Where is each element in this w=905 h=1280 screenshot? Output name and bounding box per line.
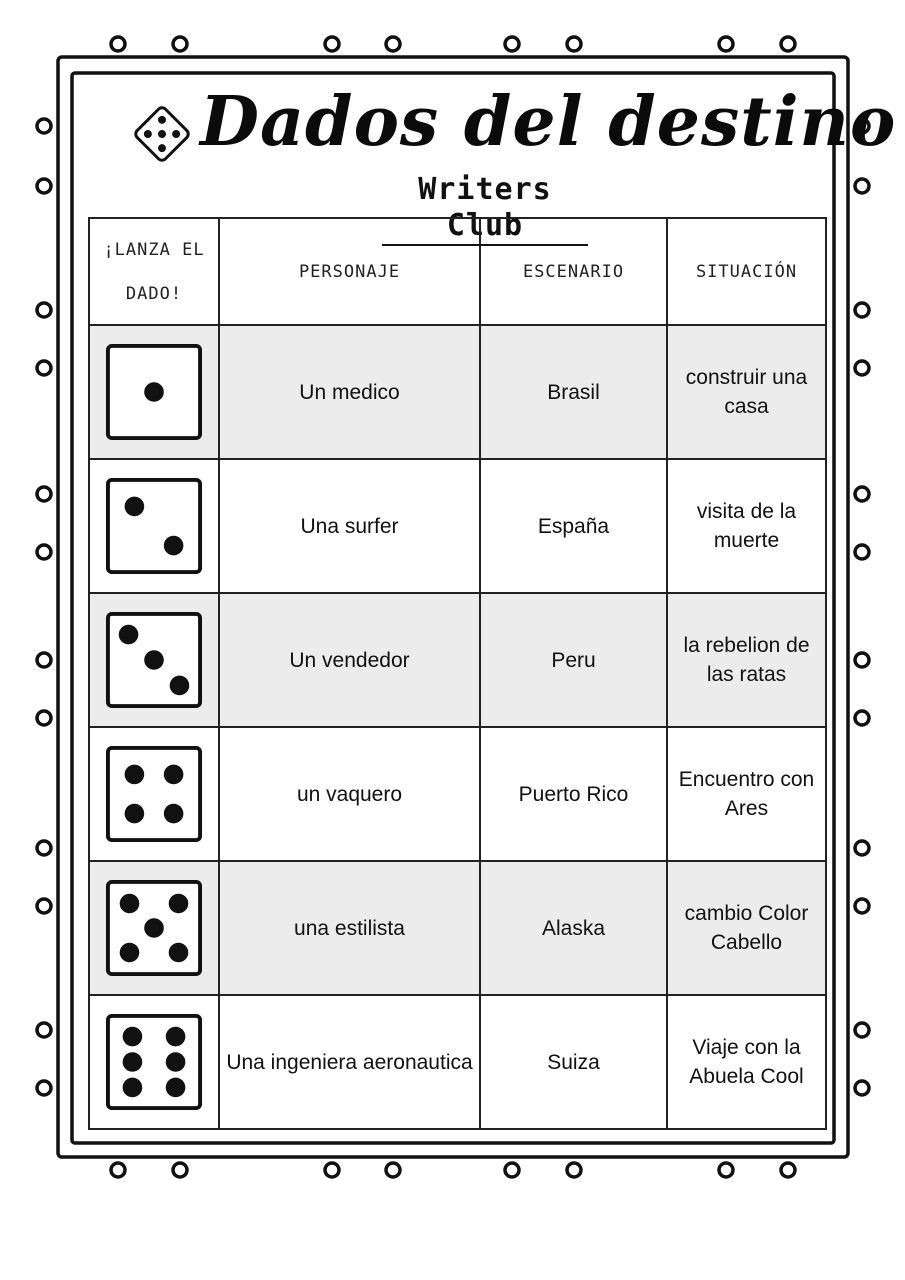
- die-cell: [89, 727, 219, 861]
- die-cell: [89, 593, 219, 727]
- escenario-cell: Brasil: [480, 325, 667, 459]
- escenario-cell: Peru: [480, 593, 667, 727]
- die-face-3-icon: [105, 611, 203, 709]
- personaje-cell: Una surfer: [219, 459, 480, 593]
- table-row: [89, 593, 826, 727]
- situacion-cell: construir una casa: [667, 325, 826, 459]
- border-loop: [855, 653, 869, 667]
- border-loop: [386, 1163, 400, 1177]
- border-loop: [37, 841, 51, 855]
- situacion-cell: Viaje con la Abuela Cool: [667, 995, 826, 1129]
- situacion-cell: visita de la muerte: [667, 459, 826, 593]
- column-header-situacion: SITUACIÓN: [667, 218, 826, 325]
- border-loop: [855, 899, 869, 913]
- border-loop: [111, 37, 125, 51]
- situacion-cell: Encuentro con Ares: [667, 727, 826, 861]
- die-cell: [89, 459, 219, 593]
- page-subtitle: Writers Club: [382, 172, 588, 246]
- personaje-cell: un vaquero: [219, 727, 480, 861]
- table-row: [89, 459, 826, 593]
- personaje-cell: una estilista: [219, 861, 480, 995]
- border-loop: [505, 1163, 519, 1177]
- escenario-cell: Alaska: [480, 861, 667, 995]
- escenario-cell: Puerto Rico: [480, 727, 667, 861]
- column-header-escenario: ESCENARIO: [480, 218, 667, 325]
- border-loop: [855, 303, 869, 317]
- border-loop: [37, 545, 51, 559]
- border-loop: [567, 1163, 581, 1177]
- die-cell: [89, 325, 219, 459]
- border-loop: [719, 37, 733, 51]
- table-row: [89, 325, 826, 459]
- table-header-row: [89, 218, 826, 325]
- border-loop: [325, 37, 339, 51]
- border-loop: [855, 545, 869, 559]
- border-loop: [386, 37, 400, 51]
- table-row: [89, 861, 826, 995]
- border-loop: [37, 653, 51, 667]
- border-loop: [173, 1163, 187, 1177]
- border-loop: [505, 37, 519, 51]
- escenario-cell: Suiza: [480, 995, 667, 1129]
- border-loop: [855, 361, 869, 375]
- border-loop: [111, 1163, 125, 1177]
- dice-table: [88, 217, 827, 1130]
- personaje-cell: Un medico: [219, 325, 480, 459]
- die-cell: [89, 861, 219, 995]
- die-face-6-icon: [105, 1013, 203, 1111]
- border-loop: [855, 841, 869, 855]
- border-loop: [855, 1023, 869, 1037]
- border-loop: [37, 899, 51, 913]
- die-face-5-icon: [105, 879, 203, 977]
- border-loop: [567, 37, 581, 51]
- border-loop: [37, 711, 51, 725]
- border-loop: [173, 37, 187, 51]
- die-face-4-icon: [105, 745, 203, 843]
- column-header-personaje: PERSONAJE: [219, 218, 480, 325]
- situacion-cell: la rebelion de las ratas: [667, 593, 826, 727]
- page-title: Dados del destino: [200, 82, 897, 162]
- border-loop: [719, 1163, 733, 1177]
- border-loop: [325, 1163, 339, 1177]
- border-loop: [37, 1023, 51, 1037]
- border-loop: [37, 1081, 51, 1095]
- border-loop: [781, 1163, 795, 1177]
- border-loop: [37, 119, 51, 133]
- border-loop: [855, 1081, 869, 1095]
- dice-five-icon: [132, 104, 192, 164]
- border-loop: [855, 179, 869, 193]
- border-loop: [781, 37, 795, 51]
- border-loop: [37, 303, 51, 317]
- situacion-cell: cambio Color Cabello: [667, 861, 826, 995]
- die-cell: [89, 995, 219, 1129]
- border-loop: [37, 487, 51, 501]
- border-loop: [855, 711, 869, 725]
- personaje-cell: Una ingeniera aeronautica: [219, 995, 480, 1129]
- die-face-2-icon: [105, 477, 203, 575]
- table-row: [89, 727, 826, 861]
- die-face-1-icon: [105, 343, 203, 441]
- personaje-cell: Un vendedor: [219, 593, 480, 727]
- title-block: [120, 82, 897, 182]
- border-loop: [855, 487, 869, 501]
- column-header-dado: ¡LANZA EL DADO!: [89, 218, 219, 325]
- border-loop: [37, 361, 51, 375]
- table-row: [89, 995, 826, 1129]
- escenario-cell: España: [480, 459, 667, 593]
- border-loop: [37, 179, 51, 193]
